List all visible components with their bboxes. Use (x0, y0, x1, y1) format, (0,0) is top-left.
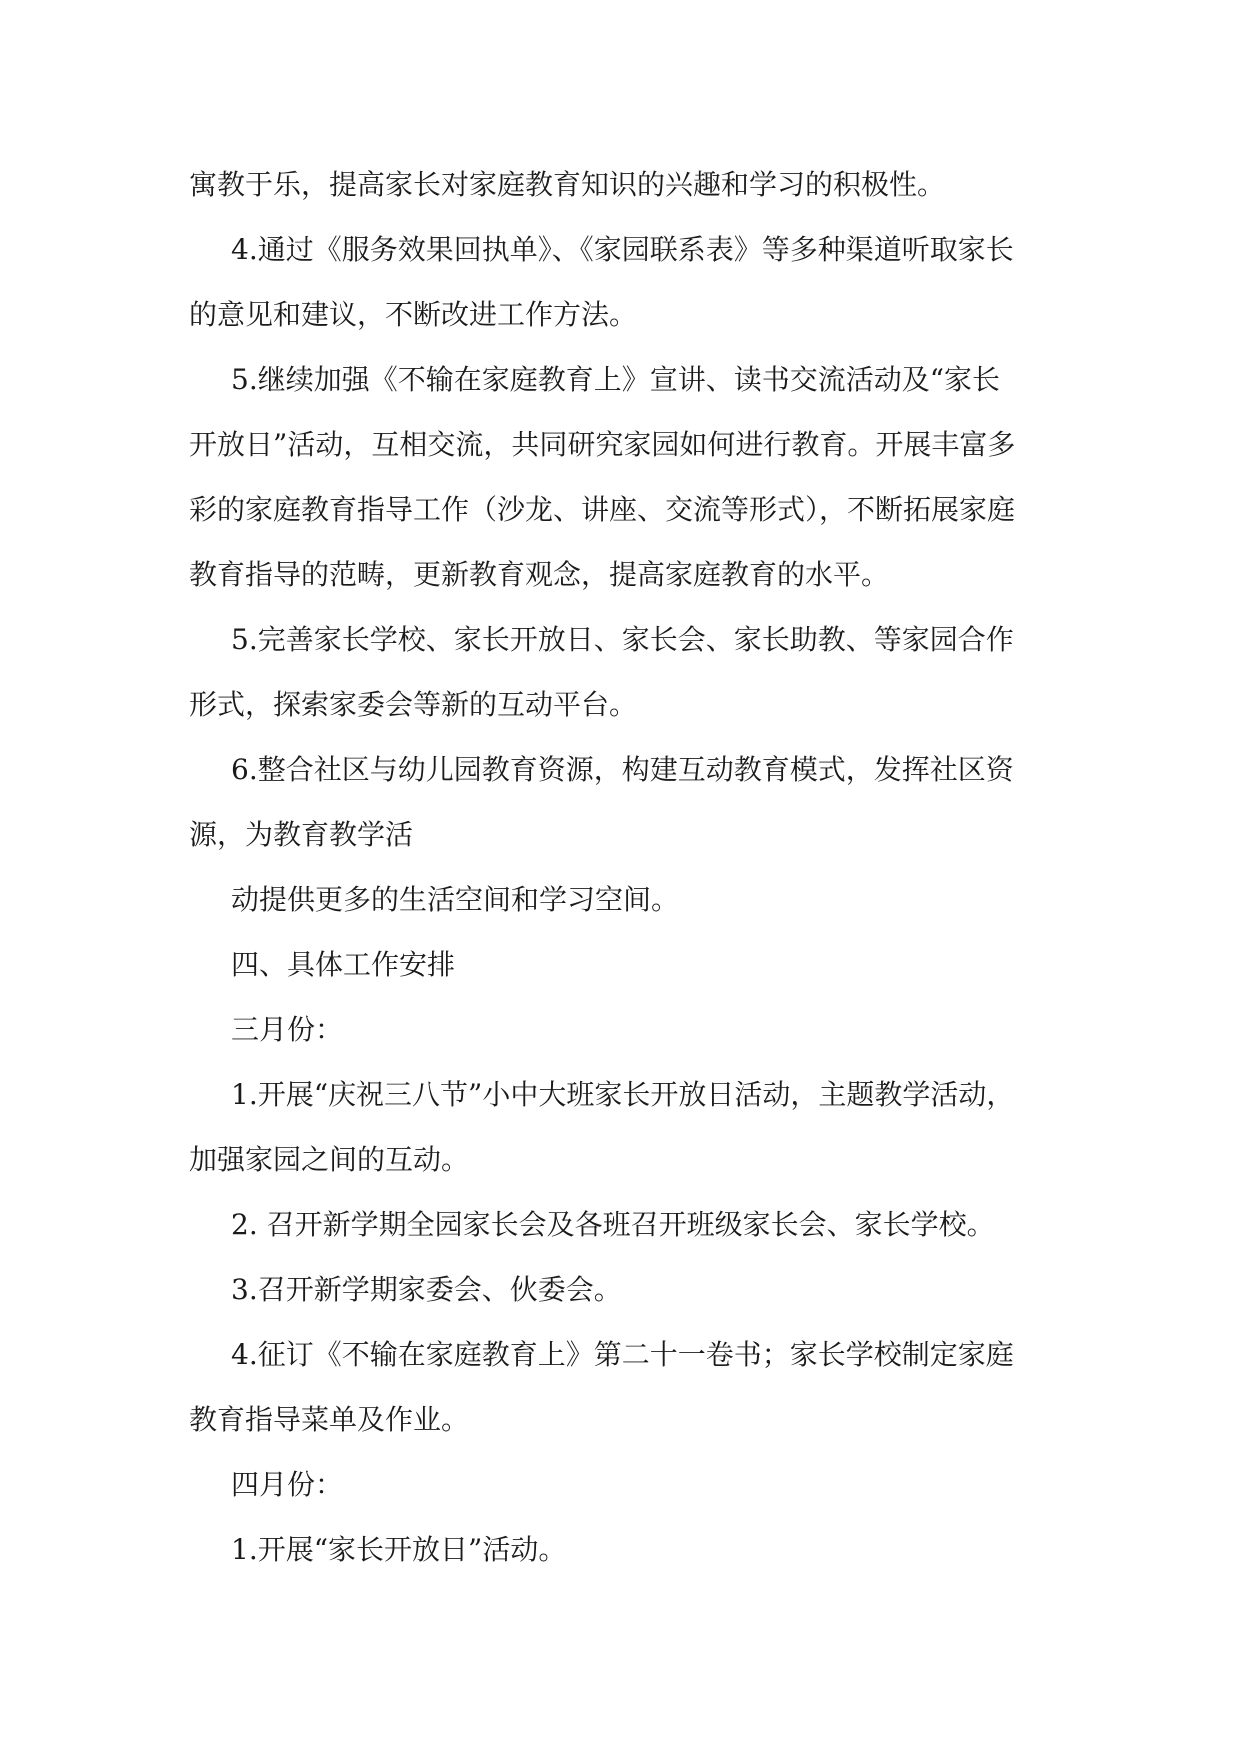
text-line: 2. 召开新学期全园家长会及各班召开班级家长会、家长学校。 (231, 1208, 995, 1241)
text-line: 寓教于乐，提高家长对家庭教育知识的兴趣和学习的积极性。 (189, 168, 946, 201)
text-line: 4.征订《不输在家庭教育上》第二十一卷书；家长学校制定家庭 (231, 1338, 1014, 1371)
text-line: 加强家园之间的互动。 (189, 1143, 470, 1176)
text-line: 3.召开新学期家委会、伙委会。 (231, 1273, 622, 1306)
month-heading: 四月份： (231, 1468, 344, 1501)
text-line: 教育指导菜单及作业。 (189, 1403, 470, 1436)
text-line: 1.开展“家长开放日”活动。 (231, 1533, 567, 1566)
text-line: 源，为教育教学活 (189, 818, 414, 851)
text-line: 1.开展“庆祝三八节”小中大班家长开放日活动，主题教学活动， (231, 1078, 1015, 1111)
text-line: 6.整合社区与幼儿园教育资源，构建互动教育模式，发挥社区资 (231, 753, 1014, 786)
month-heading: 三月份： (231, 1013, 344, 1046)
text-line: 的意见和建议，不断改进工作方法。 (189, 298, 638, 331)
document-body (189, 152, 1059, 1582)
text-line: 4.通过《服务效果回执单》、《家园联系表》等多种渠道听取家长 (231, 233, 1014, 266)
text-line: 5.继续加强《不输在家庭教育上》宣讲、读书交流活动及“家长 (231, 363, 1001, 396)
text-line: 动提供更多的生活空间和学习空间。 (231, 883, 680, 916)
text-line: 彩的家庭教育指导工作（沙龙、讲座、交流等形式），不断拓展家庭 (189, 493, 1016, 526)
text-line: 开放日”活动，互相交流，共同研究家园如何进行教育。开展丰富多 (189, 428, 1016, 461)
text-line: 形式，探索家委会等新的互动平台。 (189, 688, 638, 721)
text-line: 教育指导的范畴，更新教育观念，提高家庭教育的水平。 (189, 558, 890, 591)
section-heading: 四、具体工作安排 (231, 948, 456, 981)
text-line: 5.完善家长学校、家长开放日、家长会、家长助教、等家园合作 (231, 623, 1014, 656)
